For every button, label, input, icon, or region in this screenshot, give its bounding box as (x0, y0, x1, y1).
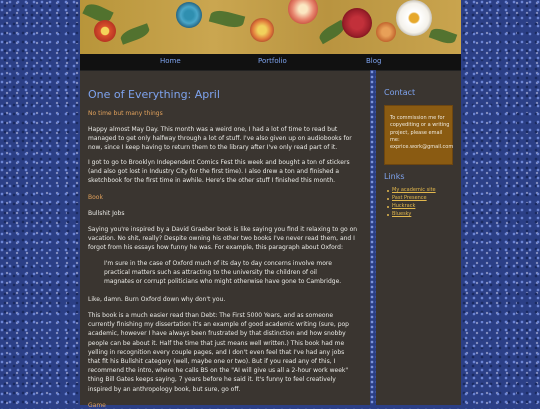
contact-text: To commission me for copyediting or a writing project, please email me: exprice.work@gmail.com (390, 115, 454, 151)
section-heading-book: Book (88, 194, 103, 201)
book-quote: I'm sure in the case of Oxford much of its day to day concerns involve more practical matters such as attracting to the university the children of oil magnates or corrupt politicians who might otherwise have gone to Cambridge. (104, 260, 342, 286)
contact-heading: Contact (384, 88, 416, 97)
nav-portfolio-link[interactable]: Portfolio (258, 57, 287, 65)
book-paragraph-2: Like, damn. Burn Oxford down why don't you. (88, 296, 226, 303)
post-subtitle: No time but many things (88, 110, 163, 117)
link-academic-site[interactable]: My academic site (392, 187, 436, 193)
post-title[interactable]: One of Everything: April (88, 88, 220, 101)
sidebar (384, 70, 460, 405)
section-heading-game: Game (88, 402, 106, 409)
nav-blog-link[interactable]: Blog (366, 57, 382, 65)
nav-home-link[interactable]: Home (160, 57, 181, 65)
post-paragraph-intro-1: Happy almost May Day. This month was a weird one, I had a lot of time to read but managed to get only halfway through a lot of stuff. I've also given up on audiobooks for now, since I keep having to return them to the library after I've only read part of it. (88, 126, 352, 152)
bullet-icon (387, 206, 389, 208)
top-navigation (80, 54, 461, 71)
book-title: Bullshit Jobs (88, 210, 125, 217)
blog-post (88, 70, 368, 409)
header-banner-image (80, 0, 461, 54)
link-past-presence[interactable]: Past Presence (392, 195, 427, 201)
book-paragraph-3: This book is a much easier read than Debt: The First 5000 Years, and as someone currently finishing my dissertation it's an example of good academic writing (sure, pop academic, however I have always been frustrated by that distinction and how snobby people can be about it. Half the time that just means well written.) This book had me yelling in recognition every couple pages, and I don't even feel that I've had any jobs that fit his Bullshit category (well, maybe one or two). But if you read any of this, I recommend the intro, where he calls BS on the "AI will give us all a 2-hour work week" thing Bill Gates keeps saying, 7 years before he said it. It's funny to feel creatively inspired by an anthropology book, but sure, go off. (88, 312, 349, 393)
link-huckrack[interactable]: Huckrack (392, 203, 416, 209)
bullet-icon (387, 190, 389, 192)
link-bluesky[interactable]: Bluesky (392, 211, 412, 217)
column-divider (370, 70, 376, 405)
page-container (80, 0, 461, 409)
book-paragraph-1: Saying you're inspired by a David Graeber book is like saying you find it relaxing to go on vacation. No shit, really? Despite owning his other two books I've never read them, and I forgot from his essays how funny he was. For example, this paragraph about Oxford: (88, 226, 358, 252)
bullet-icon (387, 198, 389, 200)
links-heading: Links (384, 172, 405, 181)
bullet-icon (387, 214, 389, 216)
post-paragraph-intro-2: I got to go to Brooklyn Independent Comics Fest this week and bought a ton of stickers (and also got lost in Industry City for the first time). I also drew a ton and finished a sketchbook for the first time in awhile. Here's the other stuff I finished this month. (88, 159, 350, 185)
contact-box (384, 105, 453, 165)
